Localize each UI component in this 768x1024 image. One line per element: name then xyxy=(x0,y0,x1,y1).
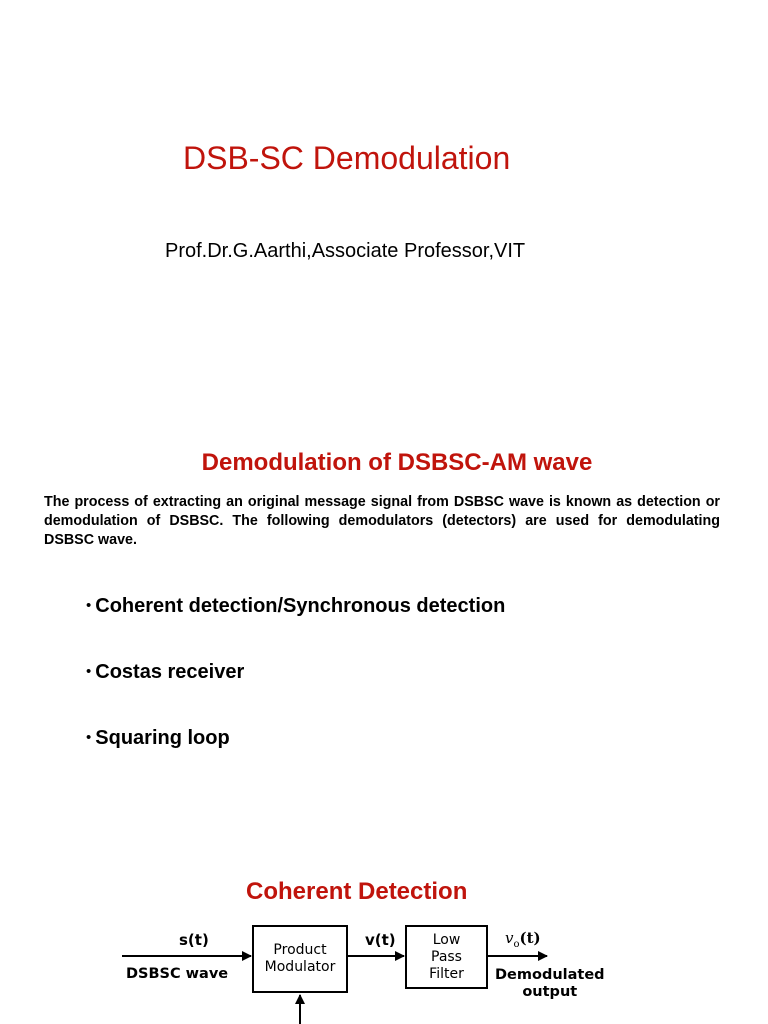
bullet-text: Costas receiver xyxy=(95,661,245,683)
section-heading: Demodulation of DSBSC-AM wave xyxy=(201,449,593,476)
input-signal-label: s(t) xyxy=(179,931,209,949)
bullet-text: Coherent detection/Synchronous detection xyxy=(95,595,506,617)
coherent-detection-heading: Coherent Detection xyxy=(246,878,468,905)
bullet-text: Squaring loop xyxy=(95,727,230,749)
mid-signal-label: v(t) xyxy=(365,931,396,949)
bullet-dot-icon: • xyxy=(86,597,92,614)
low-pass-filter-block xyxy=(405,925,488,989)
output-label: Demodulated output xyxy=(495,967,605,1000)
bullet-dot-icon: • xyxy=(86,663,92,680)
intro-paragraph: The process of extracting an original message signal from DSBSC wave is known as detection or demodulation of DSBSC. The following demodulators (detectors) are used for demodulating DSBSC wave. xyxy=(44,494,720,548)
product-modulator-label: Product xyxy=(273,942,327,958)
input-wave-label: DSBSC wave xyxy=(126,966,229,982)
product-modulator-block xyxy=(252,925,348,993)
low-pass-filter-label: Pass xyxy=(431,948,462,965)
low-pass-filter-label: Low xyxy=(432,931,461,948)
product-modulator-label: Modulator xyxy=(264,959,336,975)
output-signal-label: $v_o(t)$ xyxy=(505,929,541,950)
low-pass-filter-label: Filter xyxy=(429,965,464,982)
author-line: Prof.Dr.G.Aarthi,Associate Professor,VIT xyxy=(165,240,526,262)
slide-title: DSB-SC Demodulation xyxy=(183,140,511,176)
bullet-dot-icon: • xyxy=(86,729,92,746)
